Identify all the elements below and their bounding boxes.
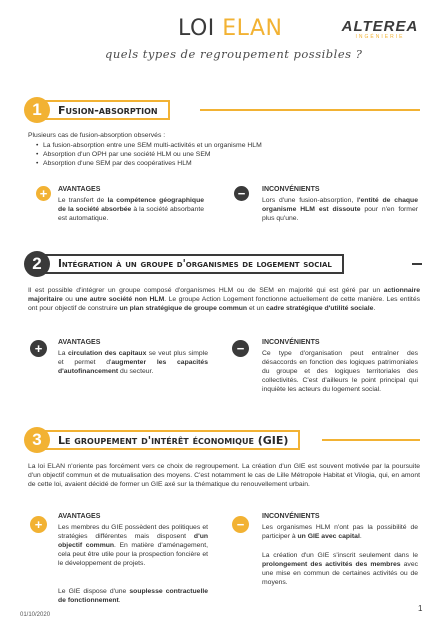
list-item: • Absorption d'un OPH par une société HLM ou une SEM (34, 150, 414, 159)
document-title (178, 16, 282, 41)
list-item: • La fusion-absorption entre une SEM multi-activités et un organisme HLM (34, 141, 414, 150)
section-1-bullets (34, 141, 414, 168)
section-1-heading (24, 97, 170, 123)
disadvantages-heading: INCONVÉNIENTS (262, 186, 320, 193)
divider-line (412, 263, 422, 265)
list-item: • Absorption d'une SEM par des coopératives HLM (34, 159, 414, 168)
minus-icon: − (234, 186, 249, 201)
section-3-intro: La loi ELAN n'oriente pas forcément vers ce choix de regroupement. La création d'un GIE est souvent motivée par la poursuite d'un objectif commun et de mutualisation des moyens. C'est notamment le cas de Lille Métropole Habitat et Vilogia, qui, en amont de cette loi, avaient décidé de former un GIE axé sur la thématique du renouvellement urbain. (28, 463, 420, 488)
advantages-heading: AVANTAGES (58, 186, 101, 193)
section-1-intro: Plusieurs cas de fusion-absorption observés : (28, 132, 166, 139)
section-3-heading (24, 427, 300, 453)
advantages-text-2: Le GIE dispose d'une souplesse contractuelle de fonctionnement. (58, 588, 209, 604)
advantages-heading: AVANTAGES (58, 513, 101, 520)
section-number-badge: 1 (24, 97, 50, 123)
section-title: Intégration à un groupe d'organismes de logement social (44, 254, 344, 274)
disadvantages-text: Les organismes HLM n'ont pas la possibilité de participer à un GIE avec capital. (262, 524, 418, 540)
plus-icon: + (36, 186, 51, 201)
document-subtitle: quels types de regroupement possibles ? (105, 47, 363, 61)
title-accent: ELAN (222, 16, 283, 41)
document-date: 01/10/2020 (20, 612, 51, 618)
section-title: Fusion-absorption (44, 100, 170, 120)
page-number: 1 (418, 604, 423, 613)
plus-icon: + (30, 340, 47, 357)
disadvantages-heading: INCONVÉNIENTS (262, 513, 320, 520)
section-number-badge: 3 (24, 427, 50, 453)
advantages-heading: AVANTAGES (58, 339, 101, 346)
divider-line (322, 439, 420, 441)
minus-icon: − (232, 340, 249, 357)
disadvantages-heading: INCONVÉNIENTS (262, 339, 320, 346)
section-number-badge: 2 (24, 251, 50, 277)
divider-line (200, 109, 420, 111)
advantages-text: Le transfert de la compétence géographique de la société absorbée à la société absorbante est automatique. (58, 197, 205, 222)
company-logo (330, 18, 430, 40)
disadvantages-text: Ce type d'organisation peut entraîner des désaccords en fonction des logiques patrimoniales du groupe et des logiques territoriales des collectivités. C'est d'ailleurs le point principal qui inquiète les acteurs du logement social. (262, 350, 418, 393)
disadvantages-text: Lors d'une fusion-absorption, l'entité de chaque organisme HLM est dissoute pour n'en former plus qu'une. (262, 197, 418, 222)
logo-subtitle: INGÉNIERIE (355, 34, 405, 40)
advantages-text: La circulation des capitaux se veut plus simple et permet d'augmenter les capacités d'autofinancement du secteur. (58, 350, 208, 375)
title-main: LOI (178, 16, 223, 41)
advantages-text: Les membres du GIE possèdent des politiques et stratégies différentes mais disposent d'un objectif commun. En matière d'aménagement, cela peut être utile pour la prospection foncière et le développement de projets. (58, 524, 208, 567)
disadvantages-text-2: La création d'un GIE s'inscrit seulement dans le prolongement des activités des membres avec une mise en commun de certaines activités ou de moyens. (262, 552, 418, 586)
minus-icon: − (232, 516, 249, 533)
plus-icon: + (30, 516, 47, 533)
section-title: Le groupement d'intérêt économique (GIE) (44, 430, 300, 450)
section-2-intro: Il est possible d'intégrer un groupe composé d'organismes HLM ou de SEM en majorité qui est géré par un actionnaire majoritaire ou une autre société non HLM. Le groupe Action Logement fonctionne actuellement de cette manière. Les entités ont pour objectif de construire un plan stratégique de groupe commun et un cadre stratégique d'utilité sociale. (28, 287, 420, 312)
section-2-heading (24, 251, 344, 277)
logo-name: ALTEREA (341, 18, 419, 35)
